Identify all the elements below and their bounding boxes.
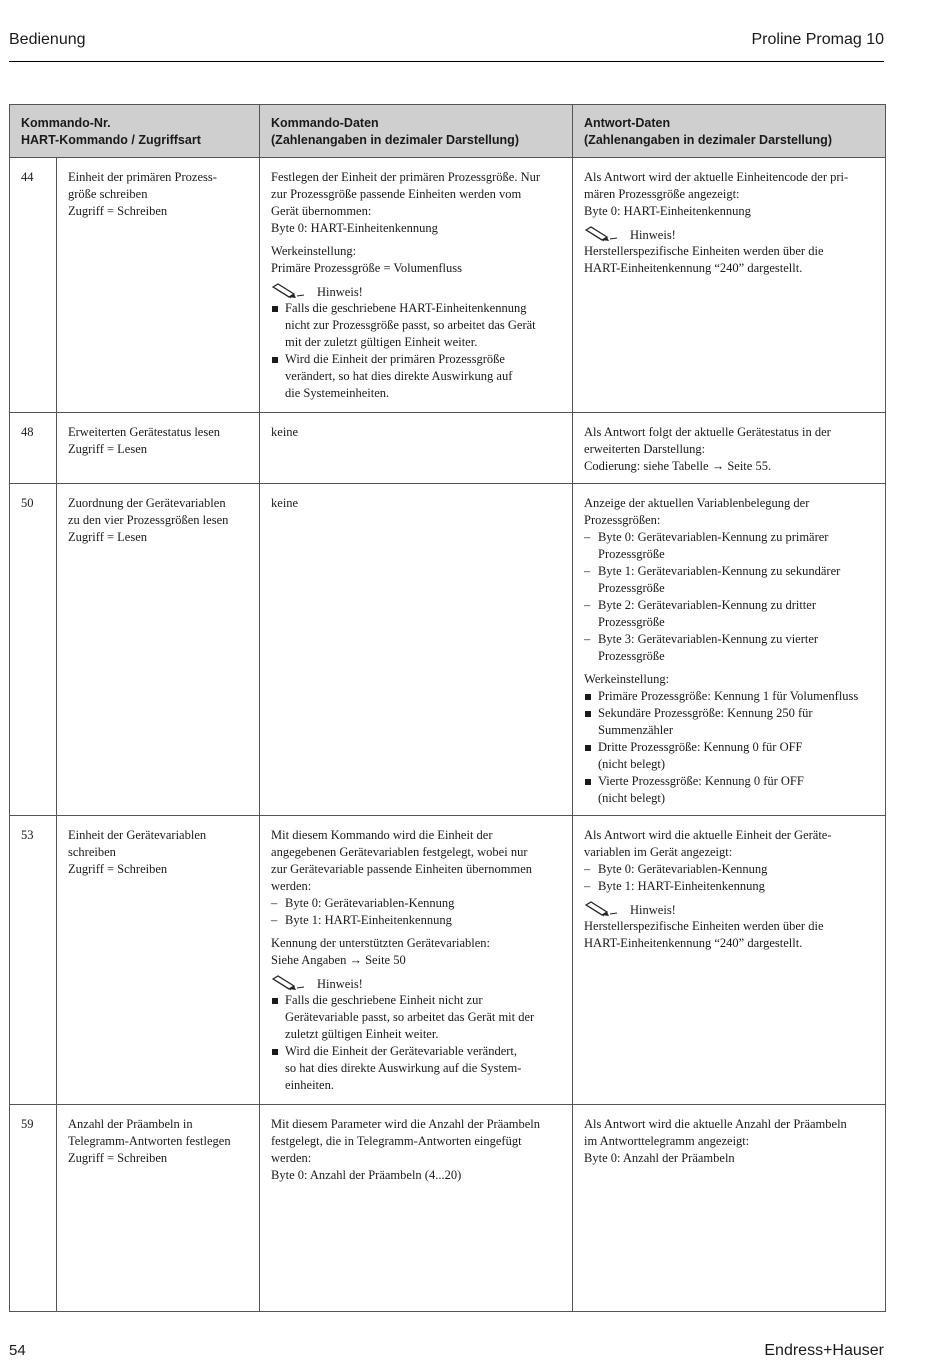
data-line: zur Prozessgröße passende Einheiten werden vom [271,187,522,201]
setting-line: Werkeinstellung: [271,244,357,258]
response-dash-list [584,861,874,895]
list-line: – Byte 1: Gerätevariablen-Kennung zu sekundärer [598,564,841,578]
note-line: Herstellerspezifische Einheiten werden über die [584,244,824,258]
response-line: Byte 0: Anzahl der Präambeln [584,1151,735,1165]
list-item [271,300,561,351]
list-line: (nicht belegt) [598,791,666,805]
data-line: Byte 0: HART-Einheitenkennung [271,221,438,235]
note-label [584,226,874,243]
list-line: Falls die geschriebene HART-Einheitenkennung [285,301,527,315]
data-line: werden: [271,1151,312,1165]
response-data [573,158,886,413]
data-line: festgelegt, die in Telegramm-Antworten eingefügt [271,1134,522,1148]
response-line: Als Antwort wird die aktuelle Einheit der Geräte- [584,828,832,842]
list-line: Sekundäre Prozessgröße: Kennung 250 für [598,706,813,720]
pencil-note-icon [271,283,305,299]
command-line: schreiben [68,845,116,859]
list-item [584,878,874,895]
list-line: – Byte 0: Gerätevariablen-Kennung zu primärer [598,530,829,544]
column-header-response-data: Antwort-Daten (Zahlenangaben in dezimaler Darstellung) [573,105,886,158]
list-line: – Byte 3: Gerätevariablen-Kennung zu vierter [598,632,819,646]
list-line: einheiten. [285,1078,334,1092]
setting-line: Siehe Angaben → Seite 50 [271,953,406,967]
response-data [573,1105,886,1312]
product-title: Proline Promag 10 [751,31,884,48]
brand-name: Endress+Hauser [764,1342,884,1359]
list-line: – Byte 1: HART-Einheitenkennung [598,879,765,893]
response-line: Als Antwort wird der aktuelle Einheitencode der pri- [584,170,849,184]
note-text: Hinweis! [630,903,676,917]
list-line: Summenzähler [598,723,673,737]
list-line: Vierte Prozessgröße: Kennung 0 für OFF [598,774,804,788]
list-line: (nicht belegt) [598,757,666,771]
command-line: Zugriff = Schreiben [68,204,168,218]
list-line: Falls die geschriebene Einheit nicht zur [285,993,483,1007]
list-line: Primäre Prozessgröße: Kennung 1 für Volumenfluss [598,689,859,703]
list-line: Prozessgröße [598,649,665,663]
list-item [271,351,561,402]
list-item [584,529,874,563]
response-line: Codierung: siehe Tabelle → Seite 55. [584,459,772,473]
note-line: HART-Einheitenkennung “240” dargestellt. [584,936,803,950]
command-number: 48 [10,413,57,484]
page-header [9,31,884,62]
command-description [57,1105,260,1312]
data-line: keine [271,496,299,510]
command-description [57,484,260,816]
command-line: Anzahl der Präambeln in [68,1117,193,1131]
list-line: mit der zuletzt gültigen Einheit weiter. [285,335,478,349]
list-line: die Systemeinheiten. [285,386,390,400]
response-line: Byte 0: HART-Einheitenkennung [584,204,751,218]
command-description [57,413,260,484]
list-item [271,992,561,1043]
command-data [260,1105,573,1312]
command-number: 44 [10,158,57,413]
table-row [10,816,886,1105]
setting-line: Werkeinstellung: [584,672,670,686]
list-item [584,631,874,665]
list-line: – Byte 1: HART-Einheitenkennung [285,913,452,927]
list-item [584,773,874,807]
command-number: 53 [10,816,57,1105]
data-bullet-list [271,992,561,1094]
list-item [584,739,874,773]
command-line: Einheit der primären Prozess- [68,170,217,184]
note-text: Hinweis! [630,228,676,242]
response-line: Als Antwort folgt der aktuelle Gerätestatus in der [584,425,831,439]
list-item [584,563,874,597]
page-number: 54 [9,1342,26,1359]
note-label [271,283,561,300]
response-line: erweiterten Darstellung: [584,442,706,456]
note-label [584,901,874,918]
list-line: Prozessgröße [598,615,665,629]
pencil-note-icon [271,975,305,991]
list-line: Gerätevariable passt, so arbeitet das Gerät mit der [285,1010,535,1024]
list-item [584,688,874,705]
list-item [584,705,874,739]
data-line: Mit diesem Parameter wird die Anzahl der Präambeln [271,1117,541,1131]
response-line: im Antworttelegramm angezeigt: [584,1134,750,1148]
response-line: Als Antwort wird die aktuelle Anzahl der Präambeln [584,1117,847,1131]
table-row [10,484,886,816]
response-data [573,484,886,816]
response-data [573,413,886,484]
hart-command-table [9,104,886,1312]
list-item [271,912,561,929]
list-line: – Byte 0: Gerätevariablen-Kennung [285,896,455,910]
response-dash-list [584,529,874,665]
data-line: Byte 0: Anzahl der Präambeln (4...20) [271,1168,462,1182]
list-item [584,597,874,631]
note-text: Hinweis! [317,285,363,299]
data-line: werden: [271,879,312,893]
column-header-command-data: Kommando-Daten (Zahlenangaben in dezimaler Darstellung) [260,105,573,158]
section-title: Bedienung [9,31,86,48]
data-line: Gerät übernommen: [271,204,372,218]
list-line: so hat dies direkte Auswirkung auf die System- [285,1061,522,1075]
command-number: 59 [10,1105,57,1312]
list-item [584,861,874,878]
pencil-note-icon [584,901,618,917]
note-label [271,975,561,992]
note-text: Hinweis! [317,977,363,991]
column-header-command: Kommando-Nr. HART-Kommando / Zugriffsart [10,105,260,158]
note-line: Herstellerspezifische Einheiten werden über die [584,919,824,933]
setting-line: Primäre Prozessgröße = Volumenfluss [271,261,462,275]
command-line: Erweiterten Gerätestatus lesen [68,425,221,439]
command-data [260,413,573,484]
data-line: keine [271,425,299,439]
response-data [573,816,886,1105]
table-row [10,158,886,413]
command-number: 50 [10,484,57,816]
command-line: größe schreiben [68,187,148,201]
list-item [271,895,561,912]
response-line: Prozessgrößen: [584,513,661,527]
table-row [10,413,886,484]
list-line: Wird die Einheit der Gerätevariable verändert, [285,1044,518,1058]
setting-line: Kennung der unterstützten Gerätevariablen: [271,936,491,950]
command-line: Zugriff = Lesen [68,442,148,456]
command-line: Einheit der Gerätevariablen [68,828,207,842]
command-description [57,816,260,1105]
list-line: – Byte 2: Gerätevariablen-Kennung zu dritter [598,598,816,612]
data-bullet-list [271,300,561,402]
command-line: Telegramm-Antworten festlegen [68,1134,231,1148]
command-line: Zugriff = Lesen [68,530,148,544]
list-line: Wird die Einheit der primären Prozessgröße [285,352,505,366]
list-line: Dritte Prozessgröße: Kennung 0 für OFF [598,740,803,754]
pencil-note-icon [584,226,618,242]
command-data [260,816,573,1105]
list-line: – Byte 0: Gerätevariablen-Kennung [598,862,768,876]
command-data [260,484,573,816]
list-item [271,1043,561,1094]
table-row [10,1105,886,1312]
response-bullet-list [584,688,874,807]
command-data [260,158,573,413]
response-line: mären Prozessgröße angezeigt: [584,187,740,201]
list-line: verändert, so hat dies direkte Auswirkung auf [285,369,513,383]
command-line: Zugriff = Schreiben [68,862,168,876]
command-line: Zugriff = Schreiben [68,1151,168,1165]
data-dash-list [271,895,561,929]
response-line: variablen im Gerät angezeigt: [584,845,733,859]
data-line: Mit diesem Kommando wird die Einheit der [271,828,493,842]
command-line: Zuordnung der Gerätevariablen [68,496,226,510]
data-line: angegebenen Gerätevariablen festgelegt, wobei nur [271,845,528,859]
response-line: Anzeige der aktuellen Variablenbelegung der [584,496,810,510]
data-line: Festlegen der Einheit der primären Prozessgröße. Nur [271,170,541,184]
list-line: Prozessgröße [598,581,665,595]
list-line: nicht zur Prozessgröße passt, so arbeitet das Gerät [285,318,536,332]
list-line: Prozessgröße [598,547,665,561]
list-line: zuletzt gültigen Einheit weiter. [285,1027,439,1041]
table-header-row [10,105,886,158]
data-line: zur Gerätevariable passende Einheiten übernommen [271,862,533,876]
command-line: zu den vier Prozessgrößen lesen [68,513,229,527]
command-description [57,158,260,413]
note-line: HART-Einheitenkennung “240” dargestellt. [584,261,803,275]
